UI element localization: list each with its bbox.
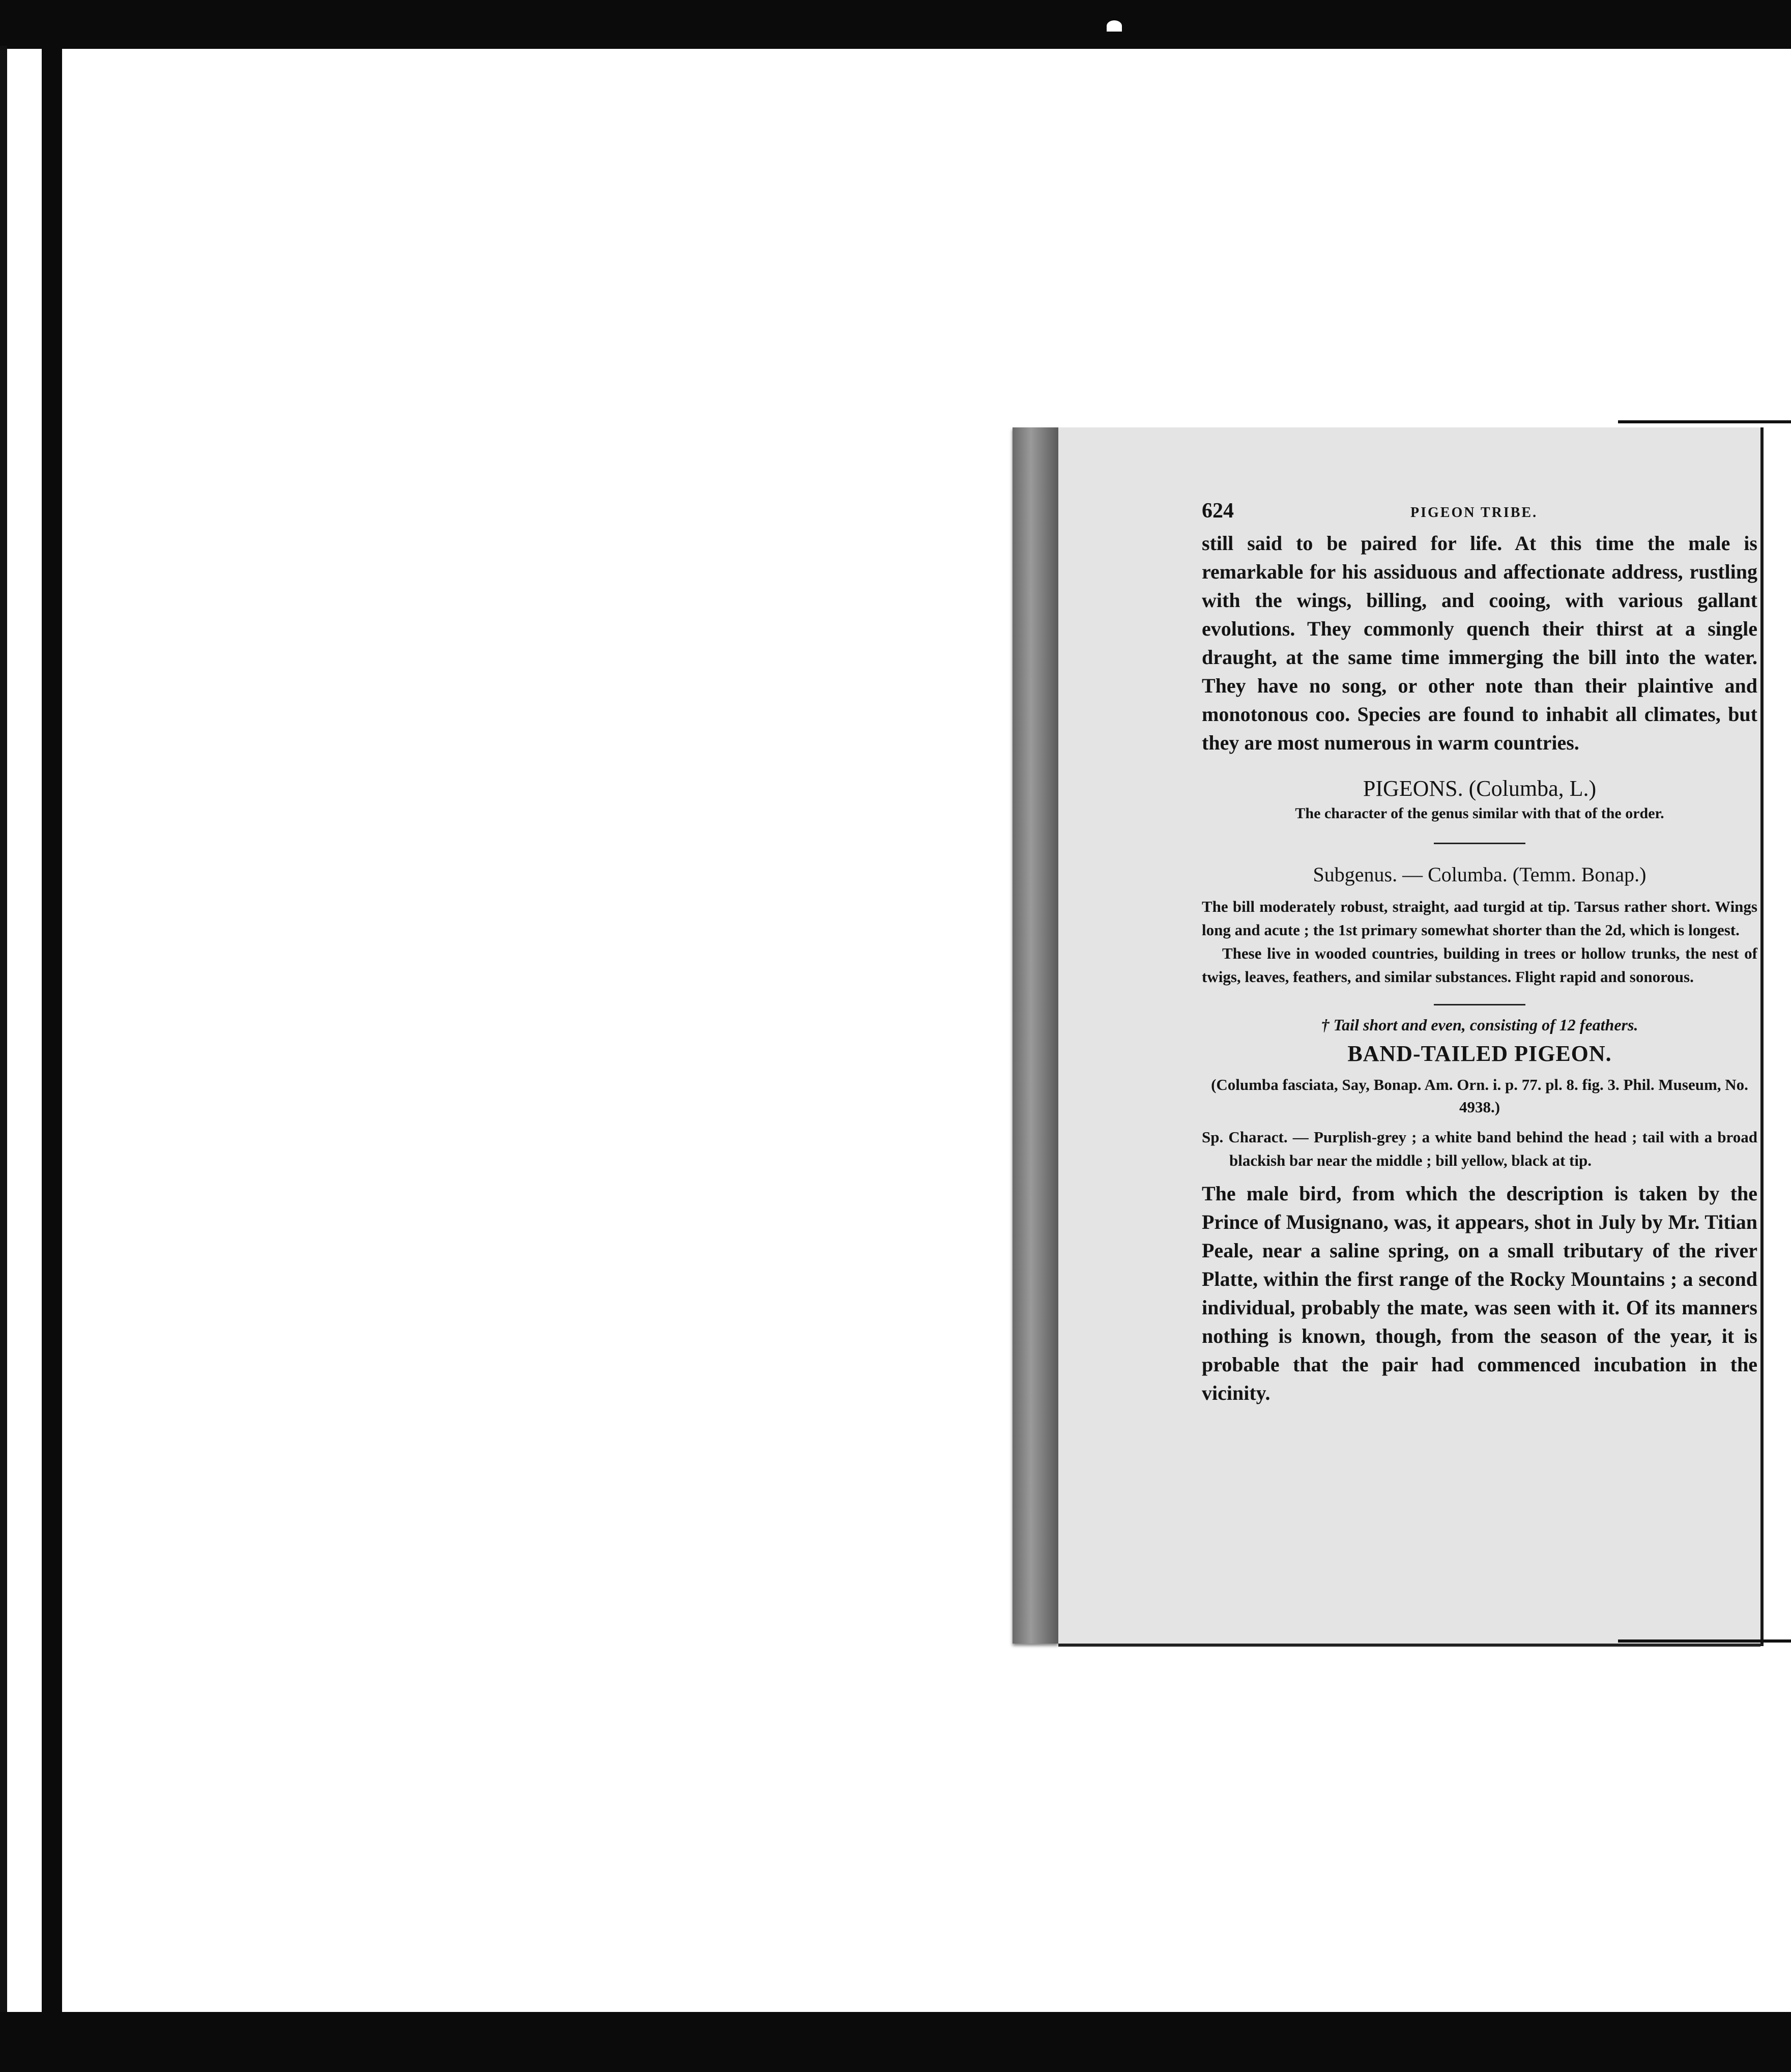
section-divider bbox=[1434, 843, 1525, 844]
book-spine bbox=[1013, 427, 1058, 1644]
genus-heading: PIGEONS. (Columba, L.) bbox=[1363, 776, 1597, 801]
microfilm-frame-top bbox=[0, 0, 1791, 49]
running-head-title: PIGEON TRIBE. bbox=[1410, 505, 1538, 521]
specific-character: Sp. Charact. — Purplish-grey ; a white band behind the head ; tail with a broad blackish bar near the middle ; bill yellow, black at tip. bbox=[1202, 1128, 1757, 1169]
microfilm-frame-bottom bbox=[0, 2012, 1791, 2072]
microfilm-frame-left bbox=[42, 0, 62, 2072]
page-border-bottom bbox=[1618, 1639, 1791, 1643]
genus-character: The character of the genus similar with that of the order. bbox=[1295, 805, 1664, 822]
frame-notch bbox=[1107, 20, 1122, 32]
book-page bbox=[1058, 427, 1760, 1647]
species-synonymy: (Columba fasciata, Say, Bonap. Am. Orn. i. p. 77. pl. 8. fig. 3. Phil. Museum, No. 4938.) bbox=[1211, 1076, 1748, 1116]
facing-page-edge bbox=[1760, 427, 1791, 1646]
species-name: BAND-TAILED PIGEON. bbox=[1347, 1041, 1612, 1066]
page-border-top bbox=[1618, 420, 1791, 423]
species-account: The male bird, from which the description is taken by the Prince of Musignano, was, it appears, shot in July by Mr. Titian Peale, near a saline spring, on a small tributary of the river Platte, within the first range of the Rocky Mountains ; a second individual, probably the mate, was seen with it. Of its manners nothing is known, though, from the season of the year, it is probable that the pair had commenced incubation in the vicinity. bbox=[1202, 1182, 1757, 1404]
book-scan bbox=[1013, 427, 1791, 1646]
running-head bbox=[1202, 499, 1757, 529]
page-number: 624 bbox=[1202, 499, 1234, 523]
page-content bbox=[1202, 499, 1757, 1407]
microfilm-frame-edge bbox=[0, 46, 7, 2071]
subgenus-habits: These live in wooded countries, building in trees or hollow trunks, the nest of twigs, leaves, feathers, and similar substances. Flight rapid and sonorous. bbox=[1202, 944, 1757, 986]
subgenus-description: The bill moderately robust, straight, aad turgid at tip. Tarsus rather short. Wings long and acute ; the 1st primary somewhat shorter than the 2d, which is longest. bbox=[1202, 898, 1757, 939]
subgenus-heading: Subgenus. — Columba. (Temm. Bonap.) bbox=[1313, 863, 1646, 886]
opening-paragraph: still said to be paired for life. At this time the male is remarkable for his assiduous and affectionate address, rustling with the wings, billing, and cooing, with various gallant evolutions. They commonly quench their thirst at a single draught, at the same time immerging the bill into the water. They have no song, or other note than their plaintive and monotonous coo. Species are found to inhabit all climates, but they are most numerous in warm countries. bbox=[1202, 532, 1757, 754]
section-divider-2 bbox=[1434, 1004, 1525, 1005]
section-heading: † Tail short and even, consisting of 12 feathers. bbox=[1321, 1016, 1638, 1034]
